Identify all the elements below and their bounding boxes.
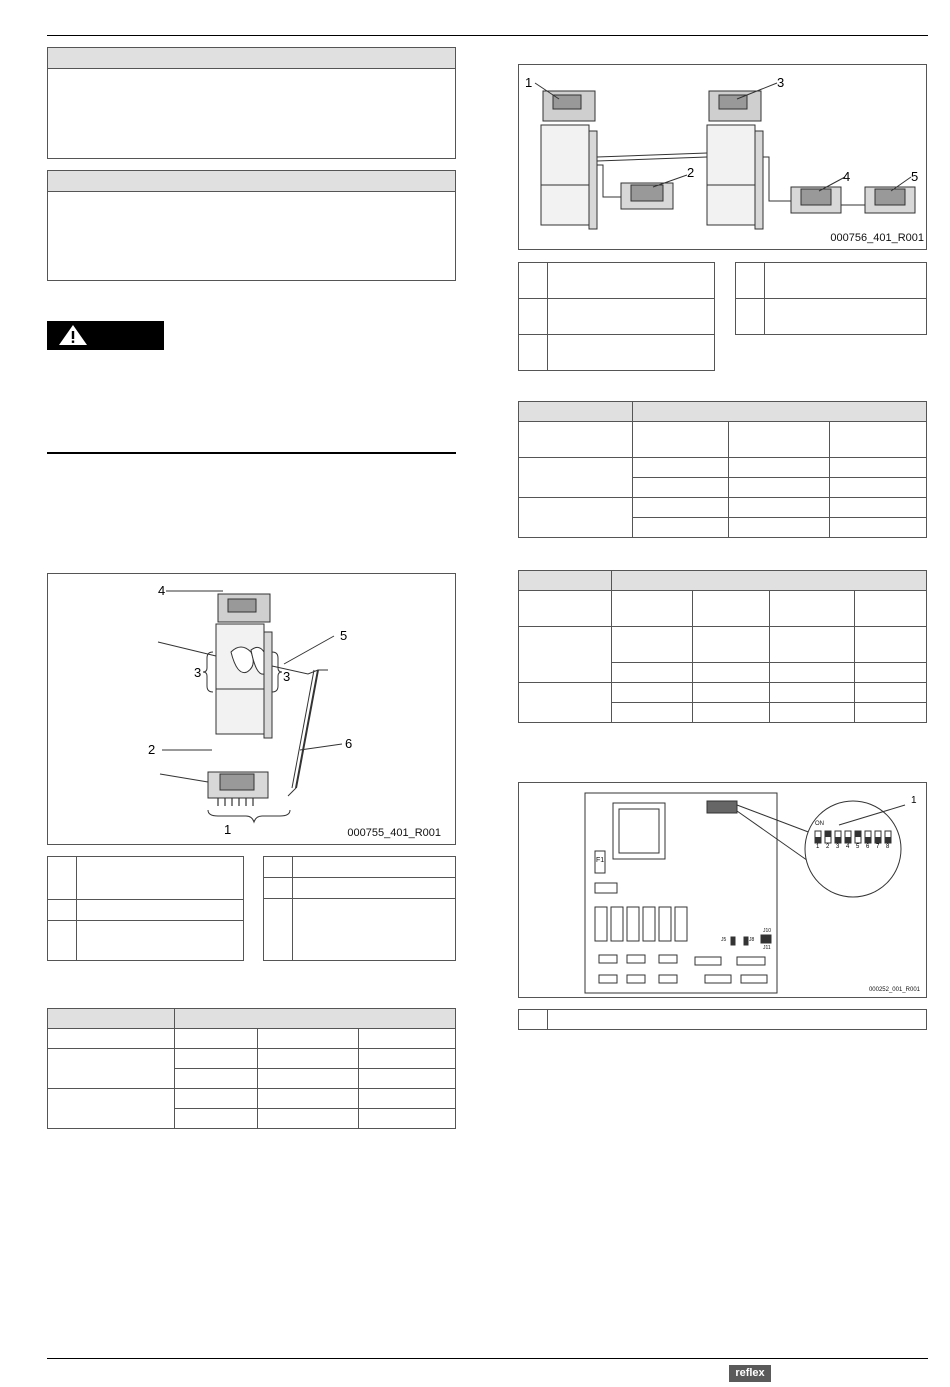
right-legend-b bbox=[735, 262, 927, 335]
left-callout-3b: 3 bbox=[283, 669, 291, 684]
board-dip-on-label: ON bbox=[815, 821, 824, 827]
figure-multi-unit-diagram bbox=[518, 64, 927, 250]
dip-number-2: 2 bbox=[826, 844, 830, 850]
top-callout-2: 2 bbox=[687, 165, 695, 180]
right-data-table-2 bbox=[518, 570, 927, 723]
dip-number-4: 4 bbox=[846, 844, 850, 850]
top-callout-1: 1 bbox=[525, 75, 533, 90]
note-box-1 bbox=[47, 47, 456, 159]
top-rule bbox=[47, 35, 928, 36]
board-j11-label: J11 bbox=[763, 945, 771, 951]
left-callout-1: 1 bbox=[224, 822, 232, 837]
footer-brand-text: reflex bbox=[735, 1367, 765, 1379]
warning-bar bbox=[47, 321, 164, 350]
board-legend bbox=[518, 1009, 927, 1030]
board-j8-label: J8 bbox=[749, 937, 755, 943]
dip-number-3: 3 bbox=[836, 844, 840, 850]
connection-diagram-illustration bbox=[48, 574, 455, 844]
multi-unit-illustration bbox=[519, 65, 926, 249]
note-box-2-header bbox=[48, 171, 455, 192]
top-callout-4: 4 bbox=[843, 169, 851, 184]
footer-rule bbox=[47, 1358, 928, 1359]
dip-number-7: 7 bbox=[876, 844, 880, 850]
board-callout-1: 1 bbox=[911, 795, 917, 806]
dip-number-6: 6 bbox=[866, 844, 870, 850]
figure-connection-diagram bbox=[47, 573, 456, 845]
left-legend-a bbox=[47, 856, 244, 961]
left-figure-id: 000755_401_R001 bbox=[347, 827, 441, 839]
dip-number-8: 8 bbox=[886, 844, 890, 850]
left-callout-4: 4 bbox=[158, 583, 166, 598]
circuit-board-illustration bbox=[519, 783, 926, 997]
note-box-2 bbox=[47, 170, 456, 281]
note-box-1-header bbox=[48, 48, 455, 69]
board-j10-label: J10 bbox=[763, 928, 772, 934]
board-fuse-label: F1 bbox=[596, 857, 605, 864]
top-figure-id: 000756_401_R001 bbox=[830, 232, 924, 244]
figure-circuit-board bbox=[518, 782, 927, 998]
left-data-table bbox=[47, 1008, 456, 1129]
board-j5-label: J5 bbox=[721, 937, 727, 943]
top-callout-3: 3 bbox=[777, 75, 785, 90]
section-rule bbox=[47, 452, 456, 454]
dip-number-1: 1 bbox=[816, 844, 820, 850]
board-figure-id: 000252_001_R001 bbox=[868, 987, 920, 993]
right-data-table-1 bbox=[518, 401, 927, 538]
left-callout-2: 2 bbox=[148, 742, 156, 757]
top-callout-5: 5 bbox=[911, 169, 919, 184]
footer-brand-logo bbox=[729, 1365, 771, 1382]
left-callout-6: 6 bbox=[345, 736, 353, 751]
left-callout-5: 5 bbox=[340, 628, 348, 643]
dip-number-5: 5 bbox=[856, 844, 860, 850]
warning-triangle-icon bbox=[58, 324, 88, 346]
left-callout-3a: 3 bbox=[194, 665, 202, 680]
right-legend-a bbox=[518, 262, 715, 371]
left-legend-b bbox=[263, 856, 456, 961]
